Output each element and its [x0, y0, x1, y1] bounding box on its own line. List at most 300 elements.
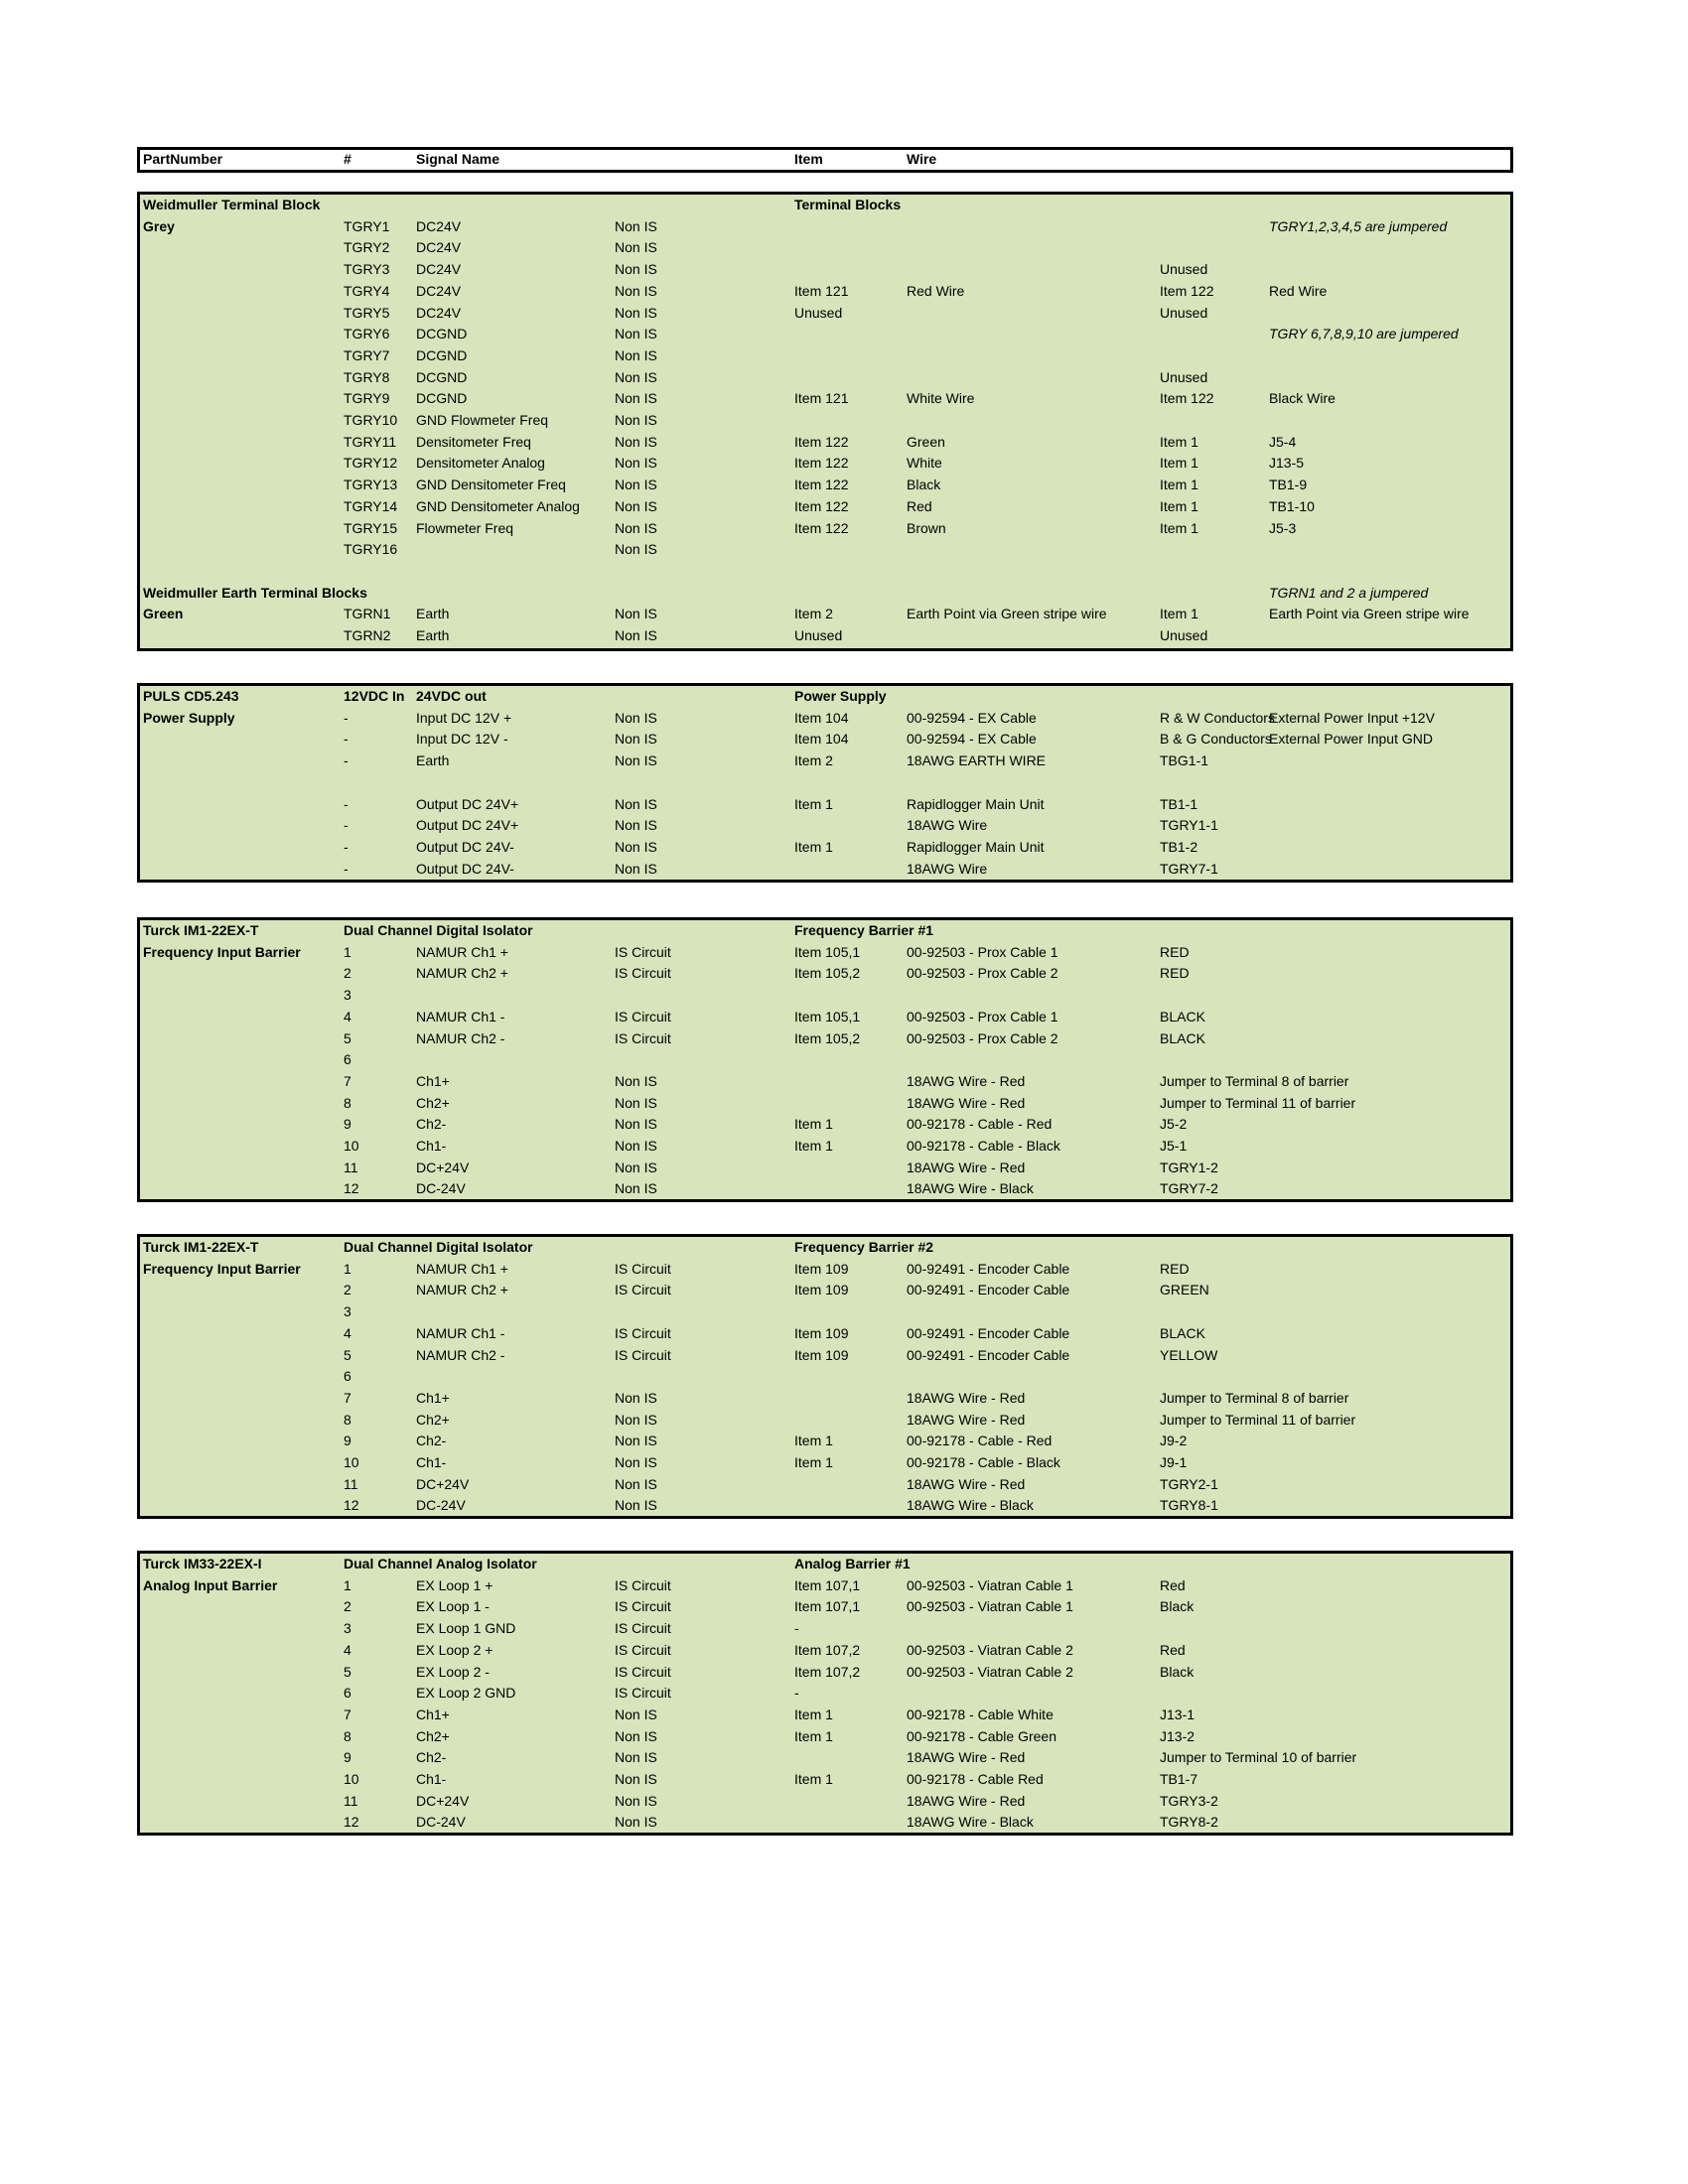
- table-cell: Ch2+: [416, 1411, 450, 1428]
- table-cell: Dual Channel Analog Isolator: [344, 1556, 537, 1571]
- table-cell: Item 1: [794, 1771, 833, 1787]
- table-cell: EX Loop 2 +: [416, 1641, 493, 1658]
- table-cell: B & G Conductors: [1160, 731, 1272, 748]
- table-cell: Non IS: [615, 752, 657, 769]
- table-cell: 00-92503 - Viatran Cable 2: [907, 1663, 1073, 1680]
- table-cell: 12: [344, 1814, 359, 1831]
- table-cell: RED: [1160, 943, 1190, 960]
- table-cell: -: [344, 860, 349, 877]
- table-cell: EX Loop 1 -: [416, 1598, 490, 1615]
- table-cell: IS Circuit: [615, 1598, 671, 1615]
- table-cell: Black: [1160, 1663, 1195, 1680]
- table-cell: DC+24V: [416, 1475, 470, 1492]
- table-cell: Ch1-: [416, 1138, 447, 1154]
- table-row: [140, 604, 1510, 624]
- table-cell: Item 1: [794, 1433, 833, 1449]
- table-cell: DC24V: [416, 282, 462, 299]
- table-row: [140, 281, 1510, 302]
- jumper-note: TGRY 6,7,8,9,10 are jumpered: [1269, 326, 1459, 342]
- table-cell: Non IS: [615, 1814, 657, 1831]
- table-cell: TGRY1: [344, 217, 390, 234]
- table-row: [140, 1431, 1510, 1451]
- table-cell: DCGND: [416, 326, 468, 342]
- jumper-note: TGRY1,2,3,4,5 are jumpered: [1269, 217, 1448, 234]
- table-cell: 4: [344, 1008, 352, 1024]
- table-cell: Frequency Barrier #2: [794, 1239, 934, 1255]
- table-cell: 18AWG Wire - Red: [907, 1475, 1026, 1492]
- table-cell: IS Circuit: [615, 1346, 671, 1363]
- table-row: [140, 1323, 1510, 1344]
- table-cell: Item 122: [794, 477, 849, 493]
- table-cell: TB1-2: [1160, 838, 1198, 855]
- table-cell: Unused: [1160, 627, 1208, 643]
- table-cell: Item 107,1: [794, 1576, 861, 1593]
- table-row: [140, 518, 1510, 539]
- table-cell: Non IS: [615, 390, 657, 407]
- table-cell: Item 122: [1160, 390, 1214, 407]
- table-cell: 9: [344, 1433, 352, 1449]
- table-cell: Red: [907, 497, 932, 514]
- table-cell: Non IS: [615, 1497, 657, 1514]
- table-cell: Densitometer Analog: [416, 455, 545, 472]
- table-cell: IS Circuit: [615, 1029, 671, 1046]
- table-cell: TGRY13: [344, 477, 398, 493]
- wiring-block: [137, 917, 1513, 1202]
- table-cell: Non IS: [615, 1159, 657, 1175]
- table-cell: Item 1: [794, 1727, 833, 1744]
- table-row: [140, 815, 1510, 836]
- table-row: [140, 1575, 1510, 1596]
- table-cell: Item 1: [1160, 497, 1198, 514]
- table-cell: Earth: [416, 606, 450, 622]
- table-cell: Turck IM1-22EX-T: [143, 922, 259, 938]
- table-cell: Item 105,2: [794, 1029, 861, 1046]
- table-cell: Item 1: [1160, 433, 1198, 450]
- table-cell: 7: [344, 1706, 352, 1722]
- table-cell: -: [344, 731, 349, 748]
- table-cell: Flowmeter Freq: [416, 519, 514, 536]
- table-cell: Output DC 24V-: [416, 860, 514, 877]
- table-cell: 00-92491 - Encoder Cable: [907, 1282, 1070, 1298]
- table-cell: Non IS: [615, 1454, 657, 1470]
- table-row: [140, 1136, 1510, 1157]
- table-cell: Green: [143, 606, 184, 622]
- table-row: [140, 1410, 1510, 1431]
- table-cell: NAMUR Ch2 +: [416, 965, 508, 982]
- table-row: [140, 1618, 1510, 1639]
- table-cell: NAMUR Ch2 +: [416, 1282, 508, 1298]
- table-cell: Non IS: [615, 239, 657, 256]
- table-cell: Item 105,1: [794, 943, 861, 960]
- table-cell: J5-4: [1269, 433, 1297, 450]
- table-cell: 18AWG Wire - Red: [907, 1159, 1026, 1175]
- table-cell: PULS CD5.243: [143, 688, 239, 704]
- table-cell: 00-92594 - EX Cable: [907, 731, 1037, 748]
- jumper-note: TGRN1 and 2 a jumpered: [1269, 584, 1429, 601]
- table-row: [140, 1791, 1510, 1812]
- table-row: [140, 259, 1510, 280]
- table-cell: TGRY16: [344, 541, 398, 558]
- table-cell: 8: [344, 1727, 352, 1744]
- table-row: [140, 1259, 1510, 1280]
- table-cell: Unused: [1160, 368, 1208, 385]
- table-cell: IS Circuit: [615, 1685, 671, 1702]
- table-cell: 18AWG Wire: [907, 817, 988, 834]
- table-row: [140, 345, 1510, 366]
- table-cell: Black Wire: [1269, 390, 1336, 407]
- table-cell: Input DC 12V -: [416, 731, 508, 748]
- table-cell: 18AWG Wire - Red: [907, 1094, 1026, 1111]
- table-cell: 00-92491 - Encoder Cable: [907, 1324, 1070, 1341]
- table-cell: 10: [344, 1138, 359, 1154]
- table-cell: Output DC 24V+: [416, 795, 519, 812]
- table-cell: Item 121: [794, 282, 849, 299]
- table-cell: 6: [344, 1685, 352, 1702]
- table-cell: Non IS: [615, 1180, 657, 1197]
- table-row: [140, 963, 1510, 984]
- table-cell: IS Circuit: [615, 1641, 671, 1658]
- table-cell: Non IS: [615, 433, 657, 450]
- table-cell: DC24V: [416, 261, 462, 278]
- table-cell: GND Densitometer Analog: [416, 497, 580, 514]
- table-cell: TGRY1-2: [1160, 1159, 1218, 1175]
- table-row: [140, 1007, 1510, 1027]
- table-cell: IS Circuit: [615, 1324, 671, 1341]
- table-cell: DCGND: [416, 368, 468, 385]
- table-cell: 3: [344, 987, 352, 1004]
- table-cell: Non IS: [615, 817, 657, 834]
- header-part-number: PartNumber: [143, 151, 223, 167]
- table-row: [140, 772, 1510, 793]
- table-cell: Ch2-: [416, 1433, 447, 1449]
- table-cell: GREEN: [1160, 1282, 1209, 1298]
- table-row: [140, 1301, 1510, 1322]
- table-cell: 9: [344, 1749, 352, 1766]
- table-cell: J5-3: [1269, 519, 1297, 536]
- table-cell: 00-92178 - Cable - Black: [907, 1138, 1060, 1154]
- table-cell: 3: [344, 1303, 352, 1320]
- table-cell: Item 1: [794, 795, 833, 812]
- table-cell: Ch2-: [416, 1749, 447, 1766]
- table-cell: Red: [1160, 1576, 1186, 1593]
- table-cell: 00-92503 - Prox Cable 2: [907, 1029, 1058, 1046]
- table-row: [140, 686, 1510, 707]
- table-row: [140, 942, 1510, 963]
- table-cell: Non IS: [615, 412, 657, 428]
- table-cell: Non IS: [615, 282, 657, 299]
- table-cell: Non IS: [615, 795, 657, 812]
- table-cell: External Power Input +12V: [1269, 709, 1435, 726]
- table-cell: Non IS: [615, 1389, 657, 1406]
- table-cell: Jumper to Terminal 11 of barrier: [1160, 1094, 1356, 1111]
- table-cell: Non IS: [615, 1727, 657, 1744]
- table-cell: Item 122: [794, 455, 849, 472]
- table-cell: Non IS: [615, 1433, 657, 1449]
- table-cell: Jumper to Terminal 8 of barrier: [1160, 1072, 1349, 1089]
- table-cell: Rapidlogger Main Unit: [907, 795, 1045, 812]
- table-cell: TB1-10: [1269, 497, 1315, 514]
- table-cell: Turck IM33-22EX-I: [143, 1556, 262, 1571]
- table-cell: Analog Input Barrier: [143, 1576, 278, 1593]
- table-cell: Non IS: [615, 477, 657, 493]
- table-row: [140, 453, 1510, 474]
- table-cell: Item 1: [1160, 455, 1198, 472]
- table-cell: Item 122: [794, 519, 849, 536]
- table-row: [140, 432, 1510, 453]
- table-cell: Ch1+: [416, 1072, 450, 1089]
- table-row: [140, 729, 1510, 750]
- column-header-row: [137, 147, 1513, 173]
- table-cell: 00-92503 - Prox Cable 2: [907, 965, 1058, 982]
- wiring-block: [137, 683, 1513, 883]
- table-cell: IS Circuit: [615, 1008, 671, 1024]
- table-cell: TGRY7: [344, 346, 390, 363]
- table-cell: 18AWG Wire - Black: [907, 1814, 1034, 1831]
- table-cell: DC-24V: [416, 1497, 466, 1514]
- table-cell: 18AWG Wire - Red: [907, 1389, 1026, 1406]
- table-cell: White: [907, 455, 942, 472]
- table-cell: Item 104: [794, 731, 849, 748]
- table-cell: 00-92503 - Viatran Cable 1: [907, 1598, 1073, 1615]
- table-cell: Non IS: [615, 838, 657, 855]
- table-cell: Unused: [794, 304, 843, 321]
- table-cell: TGRY3: [344, 261, 390, 278]
- table-row: [140, 237, 1510, 258]
- table-cell: TGRN2: [344, 627, 391, 643]
- table-cell: External Power Input GND: [1269, 731, 1433, 748]
- table-cell: Non IS: [615, 1411, 657, 1428]
- table-cell: DC24V: [416, 217, 462, 234]
- table-cell: 24VDC out: [416, 688, 487, 704]
- table-cell: Non IS: [615, 709, 657, 726]
- table-cell: Non IS: [615, 860, 657, 877]
- table-cell: TBG1-1: [1160, 752, 1209, 769]
- table-cell: Item 2: [794, 752, 833, 769]
- table-cell: 00-92178 - Cable Red: [907, 1771, 1044, 1787]
- table-cell: BLACK: [1160, 1029, 1205, 1046]
- table-cell: DC-24V: [416, 1814, 466, 1831]
- table-cell: YELLOW: [1160, 1346, 1218, 1363]
- table-cell: TGRY4: [344, 282, 390, 299]
- table-cell: Ch1-: [416, 1771, 447, 1787]
- table-row: [140, 1769, 1510, 1790]
- table-row: [140, 1554, 1510, 1574]
- table-cell: Non IS: [615, 217, 657, 234]
- table-cell: Power Supply: [143, 709, 235, 726]
- table-cell: Dual Channel Digital Isolator: [344, 922, 533, 938]
- table-cell: Ch2+: [416, 1094, 450, 1111]
- table-cell: J13-5: [1269, 455, 1305, 472]
- table-cell: TB1-7: [1160, 1771, 1198, 1787]
- table-cell: 00-92178 - Cable Green: [907, 1727, 1056, 1744]
- table-row: [140, 1683, 1510, 1704]
- header-item: Item: [794, 151, 823, 167]
- table-cell: IS Circuit: [615, 1576, 671, 1593]
- table-cell: NAMUR Ch1 -: [416, 1324, 505, 1341]
- table-cell: J9-2: [1160, 1433, 1188, 1449]
- table-row: [140, 1452, 1510, 1473]
- table-cell: 11: [344, 1159, 358, 1175]
- wiring-block: [137, 1234, 1513, 1519]
- table-cell: 00-92491 - Encoder Cable: [907, 1260, 1070, 1277]
- table-cell: Non IS: [615, 1771, 657, 1787]
- table-cell: NAMUR Ch1 -: [416, 1008, 505, 1024]
- table-row: [140, 1640, 1510, 1661]
- table-cell: TGRY10: [344, 412, 398, 428]
- table-cell: 1: [344, 943, 352, 960]
- table-cell: Output DC 24V+: [416, 817, 519, 834]
- table-cell: 3: [344, 1620, 352, 1637]
- table-cell: Unused: [1160, 261, 1208, 278]
- table-cell: Weidmuller Earth Terminal Blocks: [143, 584, 367, 601]
- table-cell: 18AWG Wire - Red: [907, 1411, 1026, 1428]
- table-cell: Item 122: [794, 497, 849, 514]
- table-cell: Ch1+: [416, 1706, 450, 1722]
- table-cell: -: [794, 1685, 799, 1702]
- table-cell: TGRY5: [344, 304, 390, 321]
- table-cell: Earth: [416, 627, 450, 643]
- table-cell: BLACK: [1160, 1324, 1205, 1341]
- table-cell: Non IS: [615, 1706, 657, 1722]
- table-cell: Ch2-: [416, 1116, 447, 1133]
- table-cell: TGRY14: [344, 497, 398, 514]
- table-row: [140, 1747, 1510, 1768]
- table-row: [140, 1474, 1510, 1495]
- table-cell: TGRY7-1: [1160, 860, 1218, 877]
- table-cell: 18AWG Wire - Black: [907, 1497, 1034, 1514]
- table-cell: Jumper to Terminal 11 of barrier: [1160, 1411, 1356, 1428]
- header-number: #: [344, 151, 352, 167]
- table-cell: Non IS: [615, 1072, 657, 1089]
- table-cell: Red Wire: [1269, 282, 1328, 299]
- table-cell: Item 107,2: [794, 1641, 861, 1658]
- table-cell: 6: [344, 1368, 352, 1385]
- table-row: [140, 920, 1510, 941]
- table-cell: TGRY9: [344, 390, 390, 407]
- table-cell: Item 1: [1160, 477, 1198, 493]
- table-cell: DC+24V: [416, 1159, 470, 1175]
- table-row: [140, 1812, 1510, 1833]
- table-cell: TGRY7-2: [1160, 1180, 1218, 1197]
- table-cell: NAMUR Ch2 -: [416, 1346, 505, 1363]
- table-row: [140, 837, 1510, 858]
- table-cell: IS Circuit: [615, 1663, 671, 1680]
- table-cell: Non IS: [615, 627, 657, 643]
- table-cell: Non IS: [615, 606, 657, 622]
- table-cell: 8: [344, 1411, 352, 1428]
- table-row: [140, 195, 1510, 215]
- table-cell: TGRY2: [344, 239, 390, 256]
- table-row: [140, 1366, 1510, 1387]
- table-cell: 9: [344, 1116, 352, 1133]
- table-cell: Item 1: [794, 1138, 833, 1154]
- table-cell: 11: [344, 1792, 358, 1809]
- table-cell: Non IS: [615, 368, 657, 385]
- table-row: [140, 475, 1510, 495]
- table-cell: 2: [344, 965, 352, 982]
- table-cell: TGRY8-1: [1160, 1497, 1218, 1514]
- table-cell: Item 109: [794, 1324, 849, 1341]
- table-cell: DC-24V: [416, 1180, 466, 1197]
- table-cell: Item 121: [794, 390, 849, 407]
- table-cell: Earth Point via Green stripe wire: [1269, 606, 1470, 622]
- table-cell: 12VDC In: [344, 688, 405, 704]
- table-cell: 1: [344, 1260, 352, 1277]
- table-row: [140, 1705, 1510, 1725]
- table-cell: IS Circuit: [615, 1620, 671, 1637]
- table-cell: TGRY15: [344, 519, 398, 536]
- table-cell: TGRY1-1: [1160, 817, 1218, 834]
- header-wire: Wire: [907, 151, 937, 167]
- wiring-block: [137, 1551, 1513, 1836]
- table-cell: Non IS: [615, 326, 657, 342]
- table-cell: Red: [1160, 1641, 1186, 1658]
- table-cell: NAMUR Ch1 +: [416, 943, 508, 960]
- table-cell: Frequency Barrier #1: [794, 922, 934, 938]
- table-cell: GND Densitometer Freq: [416, 477, 566, 493]
- table-cell: Grey: [143, 217, 175, 234]
- table-cell: Output DC 24V-: [416, 838, 514, 855]
- table-cell: 5: [344, 1029, 352, 1046]
- table-row: [140, 539, 1510, 560]
- table-row: [140, 1049, 1510, 1070]
- table-cell: -: [344, 709, 349, 726]
- table-cell: TGRY11: [344, 433, 397, 450]
- table-cell: TGRY3-2: [1160, 1792, 1218, 1809]
- table-row: [140, 367, 1510, 388]
- table-cell: J5-2: [1160, 1116, 1188, 1133]
- table-cell: Item 122: [1160, 282, 1214, 299]
- table-cell: Non IS: [615, 1749, 657, 1766]
- table-cell: Item 109: [794, 1260, 849, 1277]
- table-cell: TGRY12: [344, 455, 398, 472]
- table-cell: Frequency Input Barrier: [143, 943, 301, 960]
- table-cell: 7: [344, 1389, 352, 1406]
- table-cell: Item 107,2: [794, 1663, 861, 1680]
- table-cell: IS Circuit: [615, 1260, 671, 1277]
- table-cell: Black: [907, 477, 941, 493]
- table-cell: Item 1: [1160, 519, 1198, 536]
- table-row: [140, 1237, 1510, 1258]
- table-row: [140, 303, 1510, 324]
- table-cell: 00-92178 - Cable - Red: [907, 1433, 1053, 1449]
- table-cell: Item 2: [794, 606, 833, 622]
- table-cell: 00-92178 - Cable - Black: [907, 1454, 1060, 1470]
- table-cell: Item 109: [794, 1346, 849, 1363]
- table-cell: R & W Conductors: [1160, 709, 1275, 726]
- table-cell: Input DC 12V +: [416, 709, 512, 726]
- table-cell: TB1-9: [1269, 477, 1308, 493]
- table-cell: RED: [1160, 1260, 1190, 1277]
- table-row: [140, 496, 1510, 517]
- table-cell: Ch1-: [416, 1454, 447, 1470]
- table-cell: EX Loop 1 GND: [416, 1620, 516, 1637]
- table-row: [140, 985, 1510, 1006]
- table-cell: 00-92503 - Viatran Cable 2: [907, 1641, 1073, 1658]
- table-cell: -: [344, 795, 349, 812]
- table-cell: Item 1: [794, 1116, 833, 1133]
- table-cell: 5: [344, 1663, 352, 1680]
- table-cell: NAMUR Ch2 -: [416, 1029, 505, 1046]
- table-cell: EX Loop 2 GND: [416, 1685, 516, 1702]
- table-cell: Non IS: [615, 1116, 657, 1133]
- table-cell: 10: [344, 1454, 359, 1470]
- table-cell: 10: [344, 1771, 359, 1787]
- table-cell: Red Wire: [907, 282, 965, 299]
- table-cell: Item 1: [1160, 606, 1198, 622]
- table-cell: -: [794, 1620, 799, 1637]
- table-cell: Non IS: [615, 261, 657, 278]
